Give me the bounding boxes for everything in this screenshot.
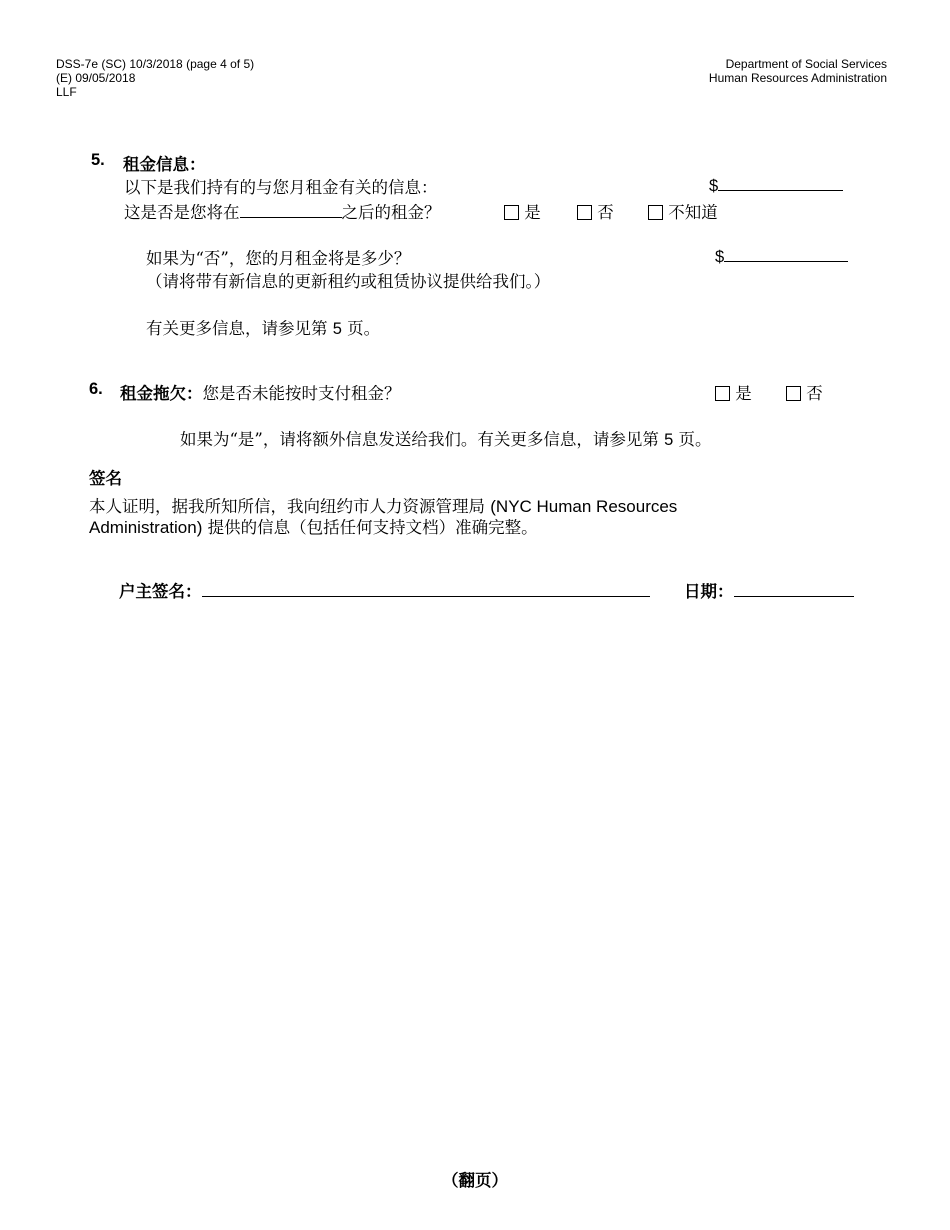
q5-more-info [146,315,380,339]
current-rent-blank[interactable] [718,174,843,191]
signature-line[interactable] [202,580,650,597]
q6-number: 6. [89,380,103,398]
q6-option-yes[interactable] [715,380,752,404]
signature-label: 户主签名： [119,582,202,601]
cert-text-d: 提供的信息（包括任何支持文档）准确完整。 [202,518,538,537]
rent-date-blank[interactable] [240,201,342,218]
more-info-suffix: 页。 [341,319,381,338]
q5-option-unknown[interactable] [648,199,718,223]
q6-question: 您是否未能按时支付租金？ [202,384,401,403]
q5-option-no[interactable] [577,199,614,223]
more-info-text: 有关更多信息，请参见第 [146,319,333,338]
cert-text-a: 本人证明，据我所知所信，我向纽约市人力资源管理局 [89,497,491,516]
unknown-label: 不知道 [668,203,718,222]
q6-if-yes-note [180,426,712,450]
signature-field[interactable] [119,578,650,602]
no-checkbox[interactable] [786,386,801,401]
form-id: DSS-7e (SC) 10/3/2018 (page 4 of 5) [56,57,255,71]
date-line[interactable] [734,580,854,597]
yes-label: 是 [735,384,752,403]
dollar-sign: $ [715,248,725,266]
department-name: Department of Social Services [725,57,887,71]
certification-line-2 [89,514,538,538]
unknown-checkbox[interactable] [648,205,663,220]
no-checkbox[interactable] [577,205,592,220]
if-yes-text: 如果为“是”，请将额外信息发送给我们。有关更多信息，请参见第 [180,430,665,449]
date-label: 日期： [684,582,734,601]
q5-current-rent-field[interactable] [709,174,843,196]
yes-checkbox[interactable] [504,205,519,220]
q5-number: 5. [91,151,105,169]
q5-title: 租金信息： [123,155,206,174]
date-field[interactable] [684,578,854,602]
agency-name: Human Resources Administration [708,71,887,85]
q5-new-rent-field[interactable] [715,245,848,267]
q6-question-line [120,380,401,404]
q5-option-yes[interactable] [504,199,541,223]
q5-rent-confirm-question [124,199,441,223]
q6-option-no[interactable] [786,380,823,404]
q6-title: 租金拖欠： [120,384,203,403]
page-number: 5 [664,431,674,449]
q5-if-no-question: 如果为“否”，您的月租金将是多少？ [146,249,411,268]
cert-text-c: Administration) [89,518,203,537]
q5-current-rent-text: 以下是我们持有的与您月租金有关的信息： [124,178,438,197]
form-code: LLF [56,85,77,99]
no-label: 否 [597,203,614,222]
cert-text-b: (NYC Human Resources [490,497,678,516]
no-label: 否 [806,384,823,403]
yes-label: 是 [524,203,541,222]
if-yes-suffix: 页。 [673,430,712,449]
new-rent-blank[interactable] [724,245,848,262]
rent-confirm-text-b: 之后的租金？ [341,203,441,222]
turn-page-note: （翻页） [442,1171,508,1190]
page-number: 5 [332,320,342,338]
dollar-sign: $ [709,177,719,195]
signature-heading: 签名 [89,469,122,488]
yes-checkbox[interactable] [715,386,730,401]
form-edition: (E) 09/05/2018 [56,71,136,85]
rent-confirm-text-a: 这是否是您将在 [124,203,240,222]
q5-lease-note: （请将带有新信息的更新租约或租赁协议提供给我们。） [146,272,551,291]
